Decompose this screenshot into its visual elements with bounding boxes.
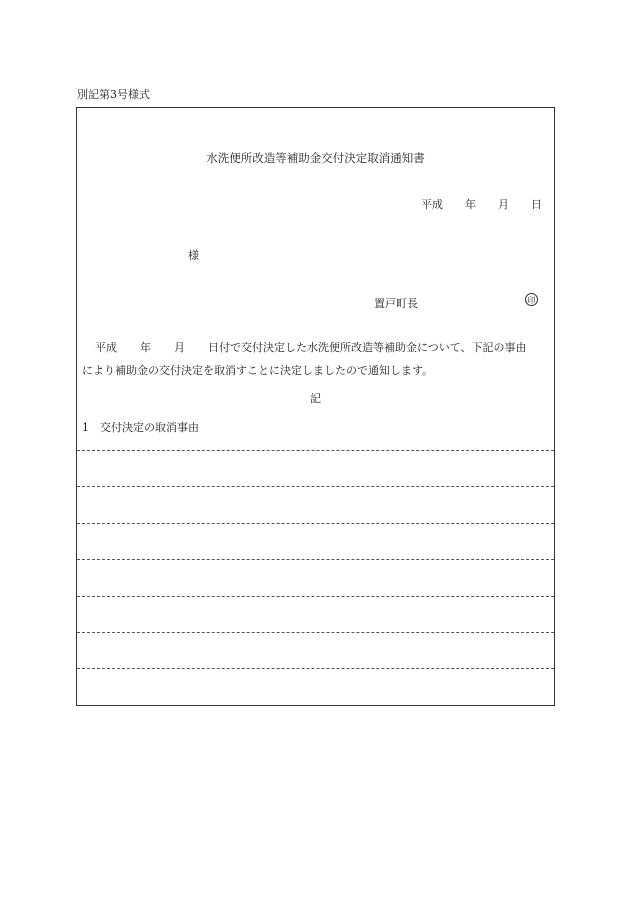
item-number: 1 xyxy=(82,421,89,434)
addressee-suffix: 様 xyxy=(188,249,199,262)
reason-line xyxy=(77,450,554,486)
notice-frame xyxy=(76,107,555,706)
body-line-1-text: 日付で交付決定した水洗便所改造等補助金について、下記の事由 xyxy=(208,341,527,354)
body-year: 年 xyxy=(140,341,151,354)
reason-lines xyxy=(77,450,554,705)
item-label: 交付決定の取消事由 xyxy=(100,421,199,434)
ki-heading: 記 xyxy=(310,392,321,405)
reason-line xyxy=(77,668,554,704)
date-year: 年 xyxy=(465,198,476,211)
body-line-1 xyxy=(82,336,550,359)
seal-mark: 印 xyxy=(525,293,538,306)
reason-line xyxy=(77,559,554,595)
body-era: 平成 xyxy=(95,341,117,354)
reason-line xyxy=(77,486,554,522)
document-title: 水洗便所改造等補助金交付決定取消通知書 xyxy=(206,151,425,165)
item-heading xyxy=(82,419,199,435)
reason-line xyxy=(77,632,554,668)
body-line-2: により補助金の交付決定を取消すことに決定しましたので通知します。 xyxy=(82,364,434,377)
issuer-name: 置戸町長 xyxy=(374,297,418,310)
reason-line xyxy=(77,596,554,632)
date-line xyxy=(421,196,542,212)
body-month: 月 xyxy=(174,341,185,354)
date-era: 平成 xyxy=(421,198,443,211)
notice-body xyxy=(82,336,550,382)
form-number: 別記第3号様式 xyxy=(77,88,150,101)
date-month: 月 xyxy=(498,198,509,211)
reason-line xyxy=(77,523,554,559)
date-day: 日 xyxy=(531,198,542,211)
